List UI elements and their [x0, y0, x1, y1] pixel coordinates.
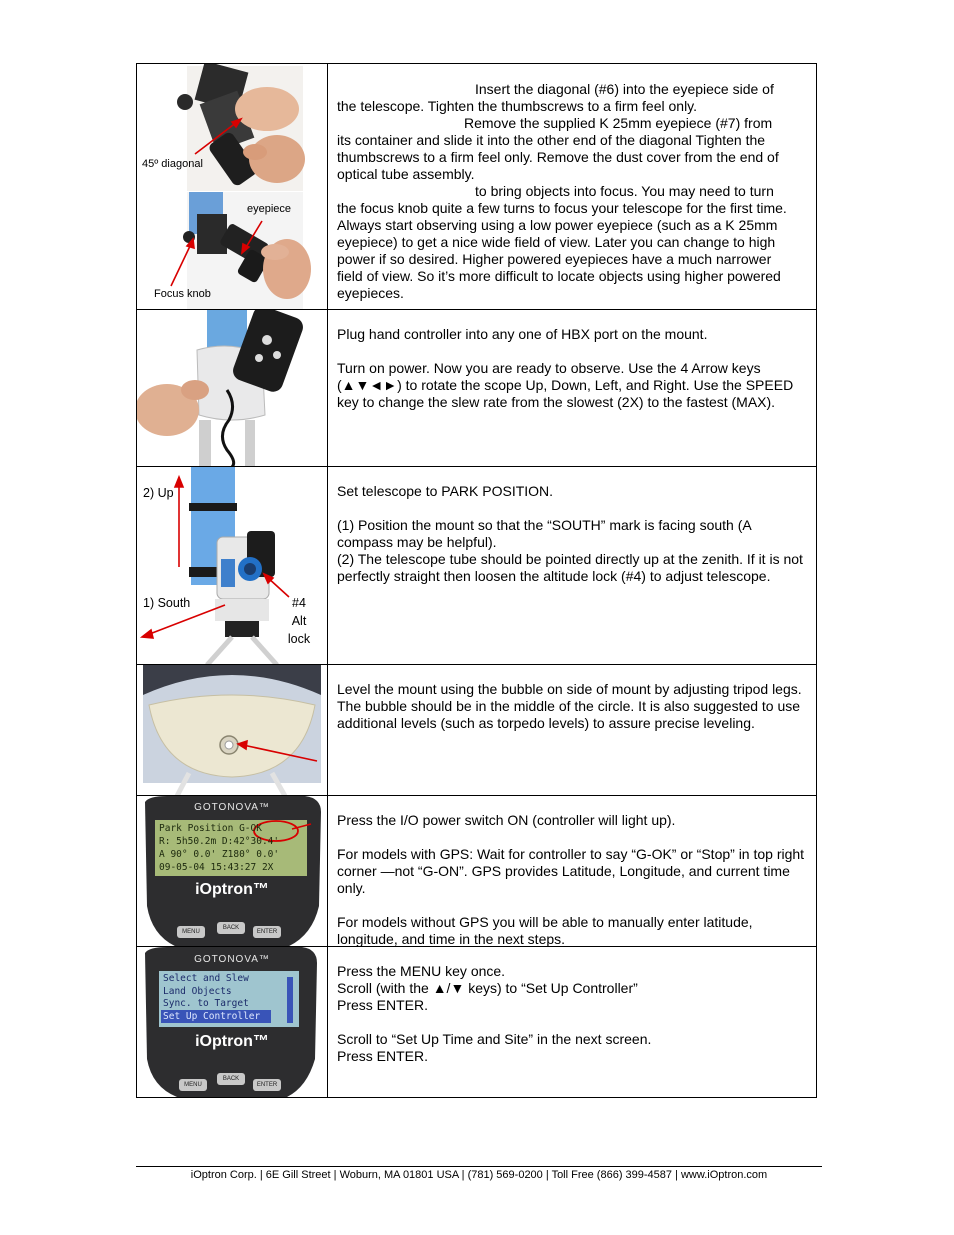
text-para: Level the mount using the bubble on side of mount by adjusting tripod legs. The bubble should be in the middle of the circle. It is also suggested to use additional levels (such as torpedo levels) to assure precise leveling. [337, 681, 802, 731]
label-alt-lock [281, 594, 317, 648]
diagonal-eyepiece-illustration [137, 64, 327, 309]
instruction-table [136, 63, 817, 1098]
text-para: Scroll (with the ▲/▼ keys) to “Set Up Controller” [337, 980, 638, 996]
park-position-photo [137, 467, 328, 664]
step-text [328, 947, 816, 1097]
controller-brand: GOTONOVA™ [194, 802, 270, 813]
text-line: Insert the diagonal (#6) into the eyepiece side of [475, 81, 774, 97]
text-para: (1) Position the mount so that the “SOUTH” mark is facing south (A compass may be helpful). [337, 517, 751, 550]
step-row-hand-controller [137, 310, 816, 467]
text-para: Press the MENU key once. [337, 963, 506, 979]
text-para: Press the I/O power switch ON (controller will light up). [337, 812, 676, 828]
text-line: Remove the supplied K 25mm eyepiece (#7) from [464, 115, 773, 131]
label-alt-lock-line: Alt [291, 614, 307, 628]
text-para: Turn on power. Now you are ready to observe. Use the 4 Arrow keys (▲▼◄►) to rotate the scope Up, Down, Left, and Right. Use the SPEED key to change the slew rate from the slowest (2X) to the fastest (MAX). [337, 360, 794, 410]
text-line: optical tube assembly. [337, 166, 475, 182]
step-row-eyepiece [137, 64, 816, 310]
controller-screen [159, 822, 309, 874]
enter-key: ENTER [256, 929, 278, 935]
step-text [328, 665, 816, 795]
screen-line-selected: Set Up Controller [163, 1010, 261, 1022]
step-row-menu [137, 947, 816, 1097]
text-line: the focus knob quite a few turns to focus your telescope for the first time. [337, 200, 787, 216]
text-para: Press ENTER. [337, 997, 429, 1013]
label-eyepiece: eyepiece [247, 203, 292, 215]
text-para: For models with GPS: Wait for controller to say “G-OK” or “Stop” in top right corner —not “G-ON”. GPS provides Latitude, Longitude, and current time only. [337, 846, 805, 896]
text-para: Scroll to “Set Up Time and Site” in the next screen. [337, 1031, 652, 1047]
controller-brand: GOTONOVA™ [194, 954, 270, 965]
label-up: 2) Up [143, 486, 174, 500]
label-alt-lock-line: #4 [292, 596, 306, 610]
screen-line: Park Position G-OK [159, 823, 262, 834]
bubble-level-illustration [137, 665, 327, 795]
text-line: thumbscrews to a firm feel only. Remove the dust cover from the end of [337, 149, 779, 165]
eyepiece-photo [137, 64, 328, 309]
bubble-level-photo [137, 665, 328, 795]
screen-line: Sync. to Target [163, 998, 249, 1009]
enter-key: ENTER [256, 1082, 278, 1088]
text-para: Press ENTER. [337, 1048, 429, 1064]
back-key: BACK [222, 925, 240, 931]
footer-divider [136, 1166, 822, 1167]
text-para: Set telescope to PARK POSITION. [337, 483, 554, 499]
page-footer: iOptron Corp. | 6E Gill Street | Woburn, MA 01801 USA | (781) 569-0200 | Toll Free (866) 399-4587 | www.iOptron.com [190, 1169, 768, 1181]
menu-key: MENU [182, 929, 200, 935]
hand-controller-photo [137, 310, 328, 466]
step-row-level-mount [137, 665, 816, 796]
text-line: power if so desired. Higher powered eyepieces have a much narrower [337, 251, 772, 267]
step-text [328, 310, 816, 466]
label-alt-lock-line: lock [287, 632, 311, 646]
step-text [328, 467, 816, 664]
text-para: Plug hand controller into any one of HBX port on the mount. [337, 326, 708, 342]
text-para: For models without GPS you will be able to manually enter latitude, longitude, and time in the next steps. [337, 914, 753, 947]
text-line: field of view. So it’s more difficult to locate objects using higher powered [337, 268, 781, 284]
step-row-power-on [137, 796, 816, 947]
controller-gps-photo [137, 796, 328, 946]
back-key: BACK [222, 1076, 240, 1082]
screen-line: Select and Slew [163, 973, 249, 984]
text-line: eyepieces. [337, 285, 404, 301]
label-south: 1) South [143, 596, 191, 610]
text-line: Always start observing using a low power eyepiece (such as a K 25mm [337, 217, 778, 233]
controller-menu-photo [137, 947, 328, 1097]
label-focus-knob: Focus knob [154, 288, 211, 300]
text-para: (2) The telescope tube should be pointed directly up at the zenith. If it is not perfectly straight then loosen the altitude lock (#4) to adjust telescope. [337, 551, 803, 584]
screen-line: A 90° 0.0' Z180° 0.0' [159, 849, 280, 860]
step-row-park-position [137, 467, 816, 665]
text-line: eyepiece) to get a nice wide field of view. Later you can change to high [337, 234, 776, 250]
step-text [328, 796, 816, 946]
text-line: its container and slide it into the other end of the diagonal Tighten the [337, 132, 766, 148]
label-diagonal: 45º diagonal [142, 158, 203, 170]
screen-line: R: 5h50.2m D:42°30.4' [159, 836, 280, 847]
menu-key: MENU [184, 1082, 202, 1088]
text-line: the telescope. Tighten the thumbscrews to a firm feel only. [337, 98, 698, 114]
screen-line: 09-05-04 15:43:27 2X [159, 862, 274, 873]
screen-line: Land Objects [163, 985, 232, 997]
controller-logo: iOptron™ [195, 1033, 269, 1050]
step-text [328, 64, 816, 309]
text-line: to bring objects into focus. You may need to turn [475, 183, 774, 199]
plug-controller-illustration [137, 310, 327, 466]
controller-logo: iOptron™ [195, 881, 269, 898]
controller-screen [163, 973, 293, 1023]
